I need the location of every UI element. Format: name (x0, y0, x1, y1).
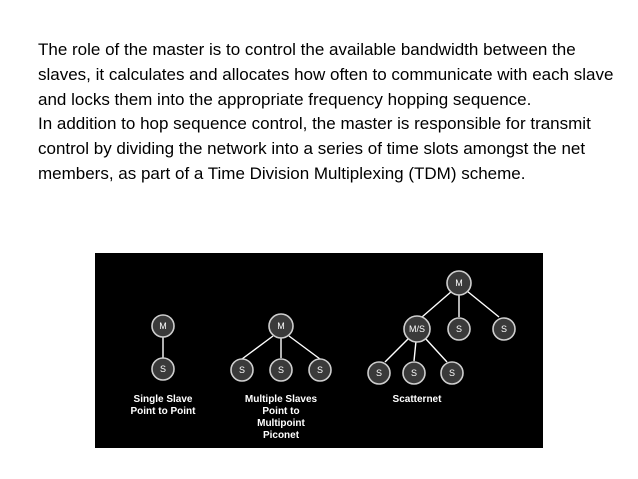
svg-text:Piconet: Piconet (262, 430, 300, 441)
slide-body-text (38, 38, 618, 187)
node-slave-scatternet-3 (368, 362, 390, 384)
svg-text:S: S (316, 365, 324, 375)
node-master-slave-scatternet (404, 316, 430, 342)
edge-piconet-1 (242, 336, 273, 359)
svg-text:Point to Point: Point to Point (130, 406, 196, 417)
node-slave-piconet-1 (231, 359, 253, 381)
edge-scatter-ms-s3 (425, 338, 447, 362)
node-slave-scatternet-1 (448, 318, 470, 340)
paragraph-master-role: The role of the master is to control the available bandwidth between the slaves, it calculates and allocates how often to communicate with each slave and locks them into the appropriate frequency hopping sequence. (38, 40, 614, 109)
node-slave-scatternet-4 (403, 362, 425, 384)
caption-multiple (245, 394, 318, 441)
edge-scatter-ms-s1 (385, 338, 409, 362)
node-slave-scatternet-2 (493, 318, 515, 340)
svg-text:S: S (455, 324, 463, 334)
svg-text:S: S (448, 368, 456, 378)
caption-single (131, 394, 197, 417)
svg-text:Point to: Point to (262, 406, 300, 417)
svg-text:Multipoint: Multipoint (257, 418, 305, 429)
edge-piconet-3 (289, 336, 320, 359)
svg-text:Multiple Slaves: Multiple Slaves (244, 394, 318, 405)
svg-text:M: M (159, 321, 167, 331)
node-slave-scatternet-5 (441, 362, 463, 384)
svg-text:S: S (410, 368, 418, 378)
node-master-scatternet (447, 271, 471, 295)
edge-scatter-m-ms (422, 291, 452, 317)
bluetooth-topology-diagram (95, 253, 543, 448)
edge-scatter-ms-s2 (414, 341, 416, 361)
svg-text:S: S (238, 365, 246, 375)
node-slave-single (152, 358, 174, 380)
node-slave-piconet-2 (270, 359, 292, 381)
node-master-piconet (269, 314, 293, 338)
svg-text:M: M (455, 278, 463, 288)
node-slave-piconet-3 (309, 359, 331, 381)
svg-text:S: S (500, 324, 508, 334)
topology-svg (95, 253, 543, 448)
svg-text:S: S (159, 364, 167, 374)
edge-scatter-m-s2 (467, 291, 499, 317)
svg-text:M: M (277, 321, 285, 331)
svg-text:Scatternet: Scatternet (392, 394, 442, 405)
svg-text:S: S (277, 365, 285, 375)
svg-text:M/S: M/S (408, 324, 426, 334)
caption-scatternet (393, 394, 443, 405)
svg-text:S: S (375, 368, 383, 378)
paragraph-tdm: In addition to hop sequence control, the master is responsible for transmit control by dividing the network into a series of time slots amongst the net members, as part of a Time Division Multiplexing (TDM) scheme. (38, 114, 591, 183)
svg-text:Single Slave: Single Slave (133, 394, 193, 405)
node-master-single (152, 315, 174, 337)
